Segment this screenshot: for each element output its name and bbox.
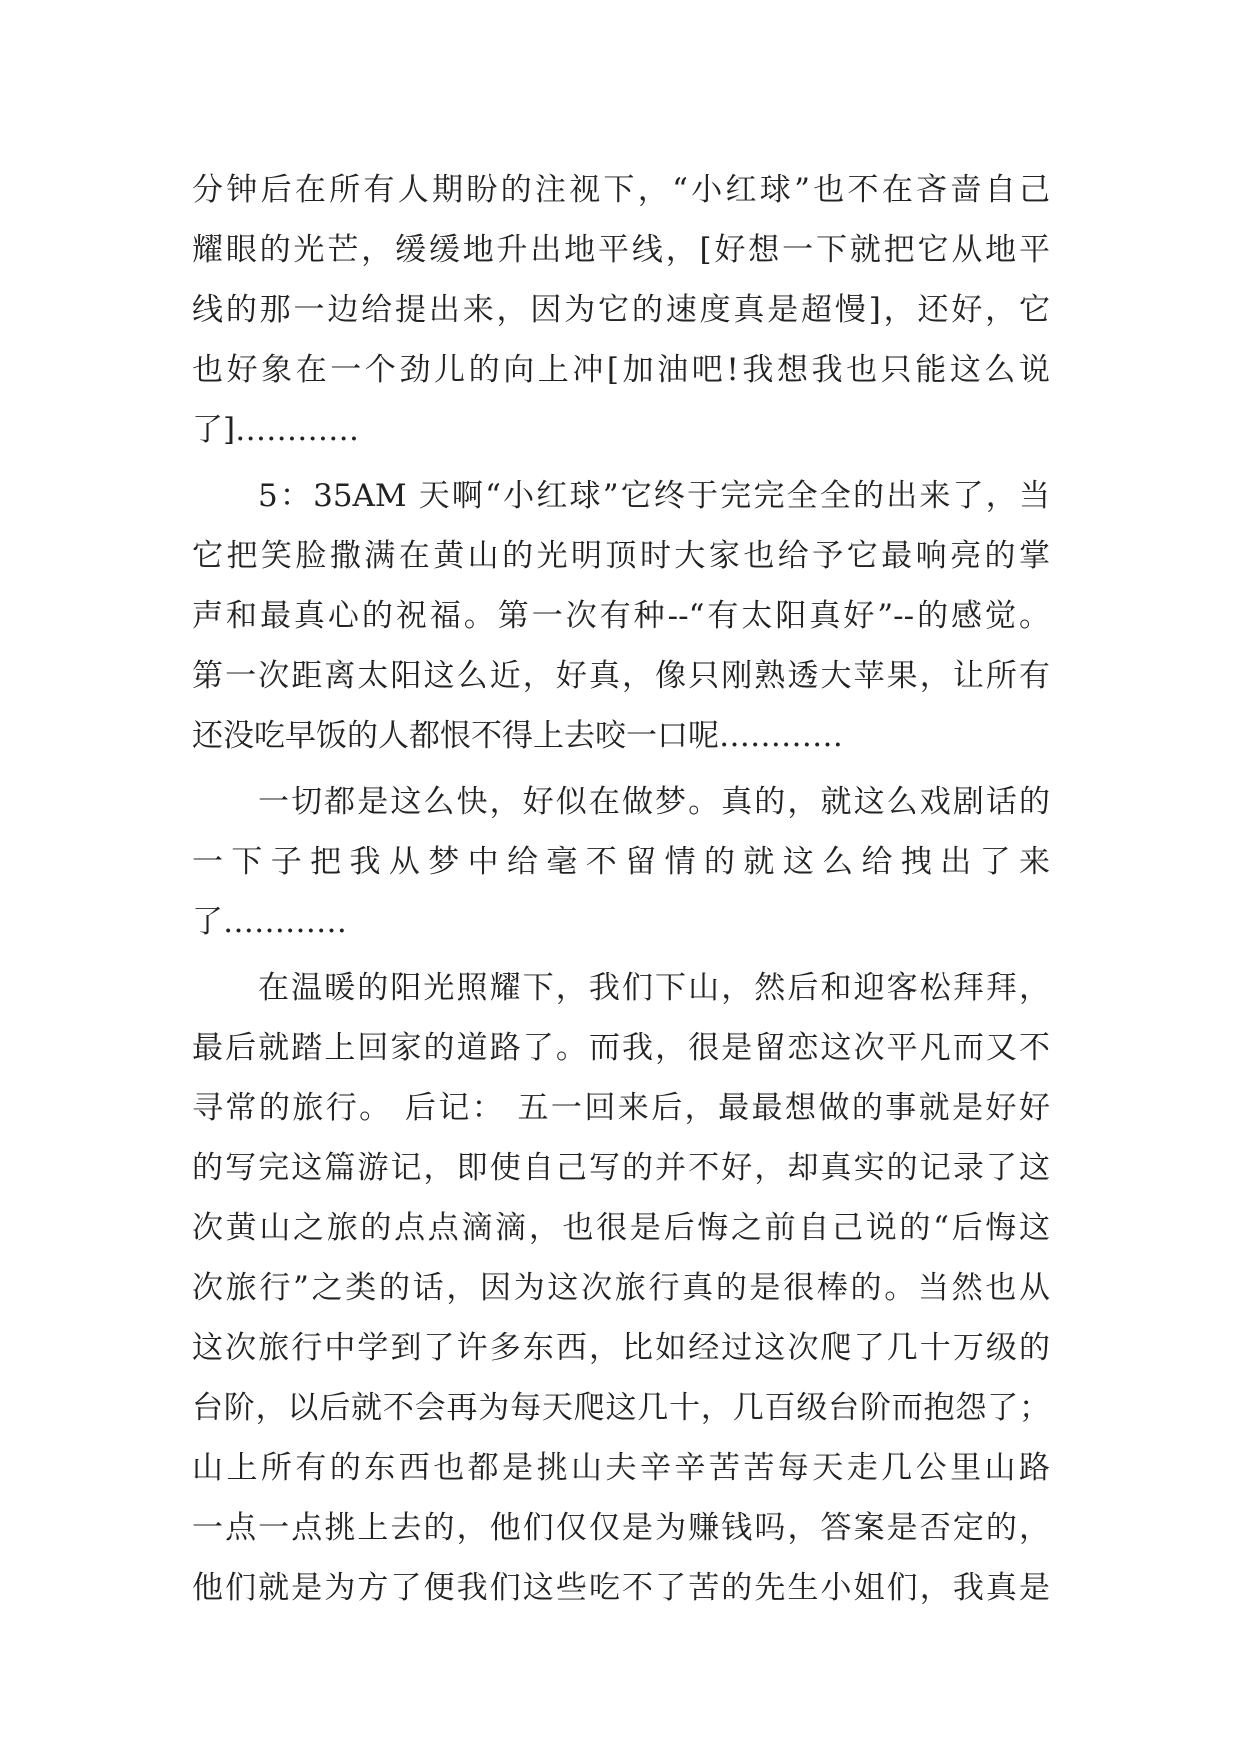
text-line: 声和最真心的祝福。第一次有种--“有太阳真好”--的感觉。 [192, 598, 1050, 634]
text-line: 台阶，以后就不会再为每天爬这几十，几百级台阶而抱怨了； [192, 1390, 1050, 1426]
document-body [192, 160, 1050, 1618]
paragraph-2 [192, 466, 1050, 766]
text-line: 线的那一边给提出来，因为它的速度真是超慢]，还好，它 [192, 292, 1050, 328]
text-line: 分钟后在所有人期盼的注视下，“小红球”也不在吝啬自己 [192, 172, 1050, 208]
text-line: 的写完这篇游记，即使自己写的并不好，却真实的记录了这 [192, 1150, 1050, 1186]
text-line: 第一次距离太阳这么近，好真，像只刚熟透大苹果，让所有 [192, 658, 1050, 694]
text-line: 一下子把我从梦中给毫不留情的就这么给拽出了来 [192, 844, 1050, 880]
text-line: 次黄山之旅的点点滴滴，也很是后悔之前自己说的“后悔这 [192, 1210, 1050, 1246]
text-line: 了………… [192, 904, 347, 940]
text-line: 山上所有的东西也都是挑山夫辛辛苦苦每天走几公里山路 [192, 1450, 1050, 1486]
text-line: 这次旅行中学到了许多东西，比如经过这次爬了几十万级的 [192, 1330, 1050, 1366]
text-line: 它把笑脸撒满在黄山的光明顶时大家也给予它最响亮的掌 [192, 538, 1050, 574]
text-line: 最后就踏上回家的道路了。而我，很是留恋这次平凡而又不 [192, 1030, 1050, 1066]
text-line: 在温暖的阳光照耀下，我们下山，然后和迎客松拜拜， [258, 970, 1050, 1006]
text-line: 耀眼的光芒，缓缓地升出地平线，[好想一下就把它从地平 [192, 232, 1050, 268]
text-line: 还没吃早饭的人都恨不得上去咬一口呢………… [192, 718, 843, 754]
text-line: 也好象在一个劲儿的向上冲[加油吧!我想我也只能这么说 [192, 352, 1050, 388]
text-line: 一点一点挑上去的，他们仅仅是为赚钱吗，答案是否定的， [192, 1510, 1050, 1546]
text-line: 了]………… [192, 412, 360, 448]
text-line: 寻常的旅行。 后记： 五一回来后，最最想做的事就是好好 [192, 1090, 1050, 1126]
text-line: 一切都是这么快，好似在做梦。真的，就这么戏剧话的 [258, 784, 1050, 820]
text-line: 5：35AM 天啊“小红球”它终于完完全全的出来了，当 [258, 478, 1050, 514]
paragraph-3 [192, 772, 1050, 952]
paragraph-4 [192, 958, 1050, 1618]
text-line: 次旅行”之类的话，因为这次旅行真的是很棒的。当然也从 [192, 1270, 1050, 1306]
text-line: 他们就是为方了便我们这些吃不了苦的先生小姐们，我真是 [192, 1570, 1050, 1606]
paragraph-1 [192, 160, 1050, 460]
